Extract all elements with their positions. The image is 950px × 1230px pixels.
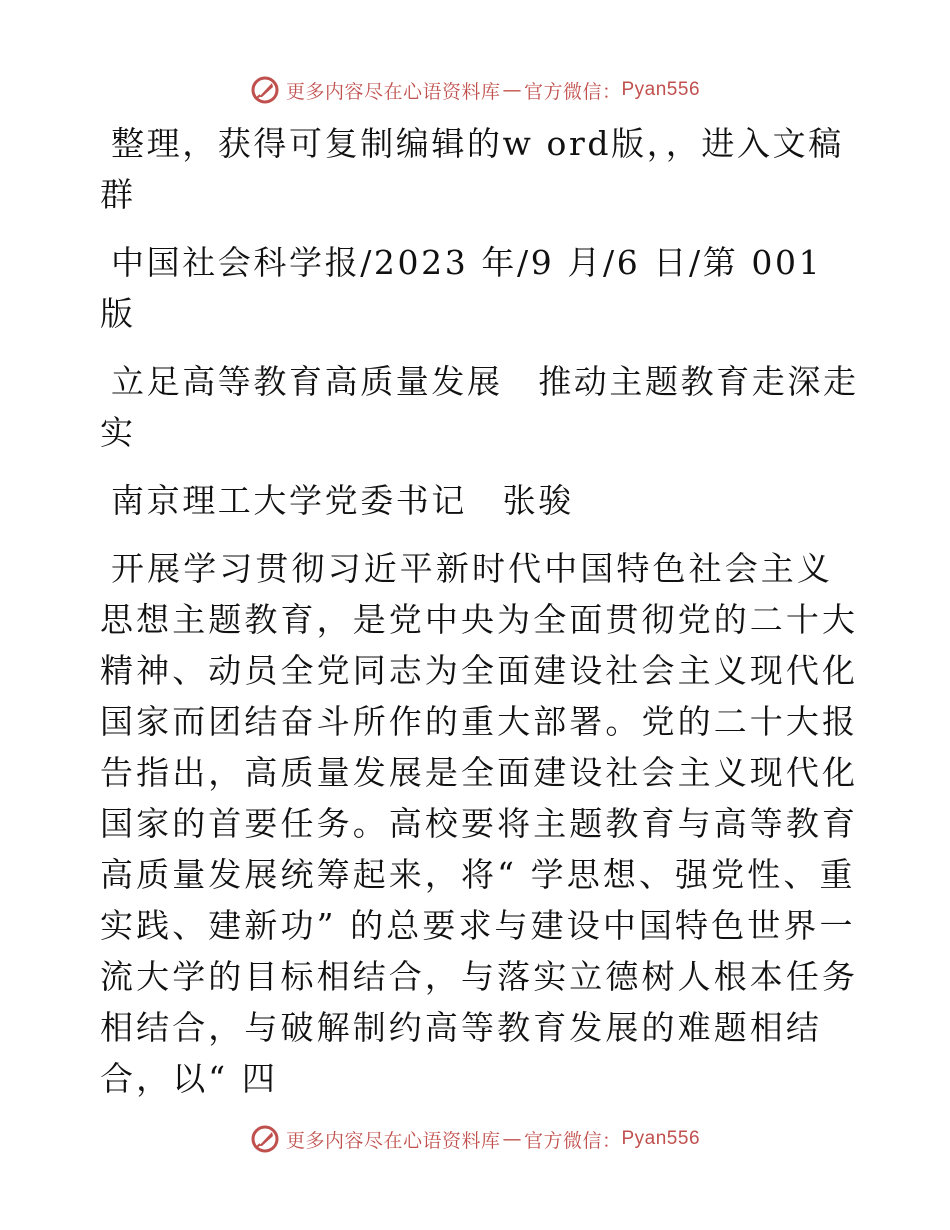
wechat-label: 官方微信： (523, 1129, 622, 1152)
quill-pen-logo-icon (250, 75, 280, 105)
watermark-text: 更多内容尽在心语资料库 (285, 1129, 501, 1152)
source-line: 中国社会科学报/2023 年/9 月/6 日/第 001 版 (100, 243, 823, 333)
watermark-separator: — (502, 1128, 522, 1150)
intro-note: 整理，获得可复制编辑的w ord版，，进入文稿群 (100, 124, 844, 214)
watermark-text: 更多内容尽在心语资料库 (285, 80, 501, 103)
document-body (100, 118, 860, 1121)
body-paragraph: 开展学习贯彻习近平新时代中国特色社会主义思想主题教育，是党中央为全面贯彻党的二十大精神、动员全党同志为全面建设社会主义现代化国家而团结奋斗所作的重大部署。党的二十大报告指出，高质量发展是全面建设社会主义现代化国家的首要任务。高校要将主题教育与高等教育高质量发展统筹起来，将“ 学思想、强党性、重实践、建新功” 的总要求与建设中国特色世界一流大学的目标相结合，与落实立德树人根本任务相结合，与破解制约高等教育发展的难题相结合，以“ 四 (100, 549, 859, 1098)
wechat-label: 官方微信： (523, 80, 622, 103)
wechat-id: Pyan556 (621, 79, 701, 100)
watermark-footer (0, 1117, 950, 1161)
author-line: 南京理工大学党委书记 张骏 (111, 481, 574, 520)
quill-pen-logo-icon (250, 1124, 280, 1154)
wechat-id: Pyan556 (621, 1128, 701, 1149)
watermark-separator: — (502, 79, 522, 101)
article-title: 立足高等教育高质量发展 推动主题教育走深走实 (100, 362, 859, 452)
watermark-header (0, 68, 950, 112)
